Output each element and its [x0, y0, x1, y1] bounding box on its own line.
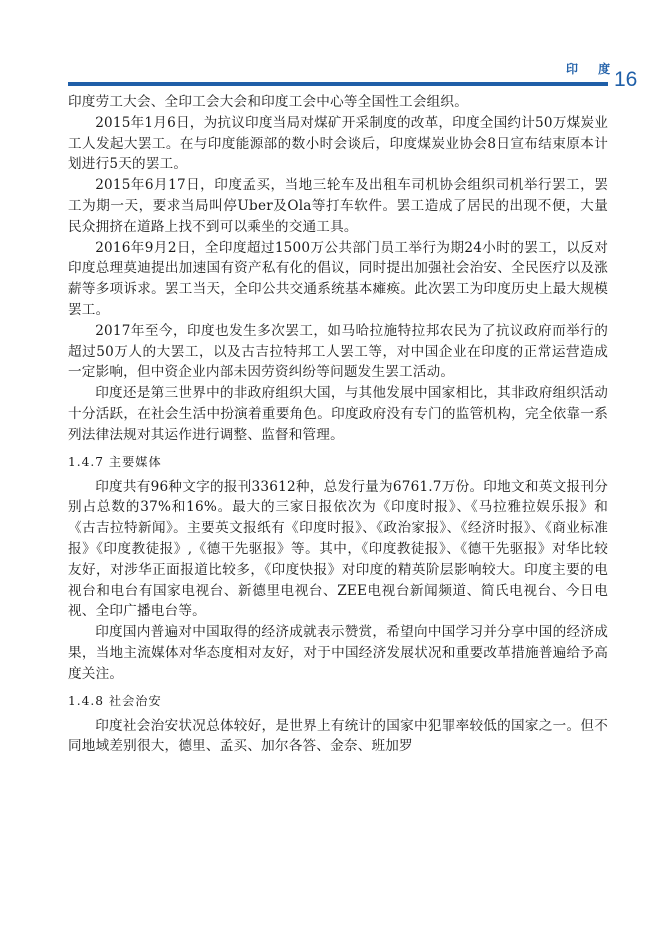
- section-heading-public-security: 1.4.8 社会治安: [68, 693, 162, 708]
- paragraph: 2016年9月2日，全印度超过1500万公共部门员工举行为期24小时的罢工，以反对印度总理莫迪提出加速国有资产私有化的倡议，同时提出加强社会治安、全民医疗以及涨薪等多项诉求。罢工当天，全印公共交通系统基本瘫痪。此次罢工为印度历史上最大规模罢工。: [68, 239, 608, 318]
- paragraph: 印度共有96种文字的报刊33612种，总发行量为6761.7万份。印地文和英文报刊分别占总数的37%和16%。最大的三家日报依次为《印度时报》、《马拉雅拉娱乐报》和《古吉拉特新闻》。主要英文报纸有《印度时报》、《政治家报》、《经济时报》、《商业标准报》《印度教徒报》,《德干先驱报》等。其中，《印度教徒报》、《德干先驱报》对华比较友好，对涉华正面报道比较多，《印度快报》对印度的精英阶层影响较大。印度主要的电视台和电台有国家电视台、新德里电视台、ZEE电视台新闻频道、简氏电视台、今日电视、全印广播电台等。: [68, 478, 608, 620]
- paragraph: 印度劳工大会、全印工会大会和印度工会中心等全国性工会组织。: [68, 94, 469, 110]
- paragraph: 印度社会治安状况总体较好，是世界上有统计的国家中犯罪率较低的国家之一。但不同地域差别很大，德里、孟买、加尔各答、金奈、班加罗: [68, 717, 608, 755]
- paragraph: 2017年至今，印度也发生多次罢工，如马哈拉施特拉邦农民为了抗议政府而举行的超过50万人的大罢工，以及古吉拉特邦工人罢工等，对中国企业在印度的正常运营造成一定影响，但中资企业内部未因劳资纠纷等问题发生罢工活动。: [68, 322, 608, 381]
- header-rule: [68, 82, 608, 86]
- page-body: [68, 92, 608, 757]
- paragraph: 2015年1月6日，为抗议印度当局对煤矿开采制度的改革，印度全国约计50万煤炭业工人发起大罢工。在与印度能源部的数小时会谈后，印度煤炭业协会8日宣布结束原本计划进行5天的罢工。: [68, 114, 608, 173]
- section-heading-media: 1.4.7 主要媒体: [68, 454, 162, 469]
- paragraph: 印度国内普遍对中国取得的经济成就表示赞赏，希望向中国学习并分享中国的经济成果，当地主流媒体对华态度相对友好，对于中国经济发展状况和重要改革措施普遍给予高度关注。: [68, 624, 608, 682]
- section-label: 印 度: [566, 62, 619, 76]
- paragraph: 印度还是第三世界中的非政府组织大国，与其他发展中国家相比，其非政府组织活动十分活跃，在社会生活中扮演着重要角色。印度政府没有专门的监管机构，完全依靠一系列法律法规对其运作进行调整、监督和管理。: [68, 385, 608, 443]
- paragraph: 2015年6月17日，印度孟买，当地三轮车及出租车司机协会组织司机举行罢工，罢工为期一天，要求当局叫停Uber及Ola等打车软件。罢工造成了居民的出现不便，大量民众拥挤在道路上找不到可以乘坐的交通工具。: [68, 177, 608, 235]
- page-number: 16: [614, 68, 638, 91]
